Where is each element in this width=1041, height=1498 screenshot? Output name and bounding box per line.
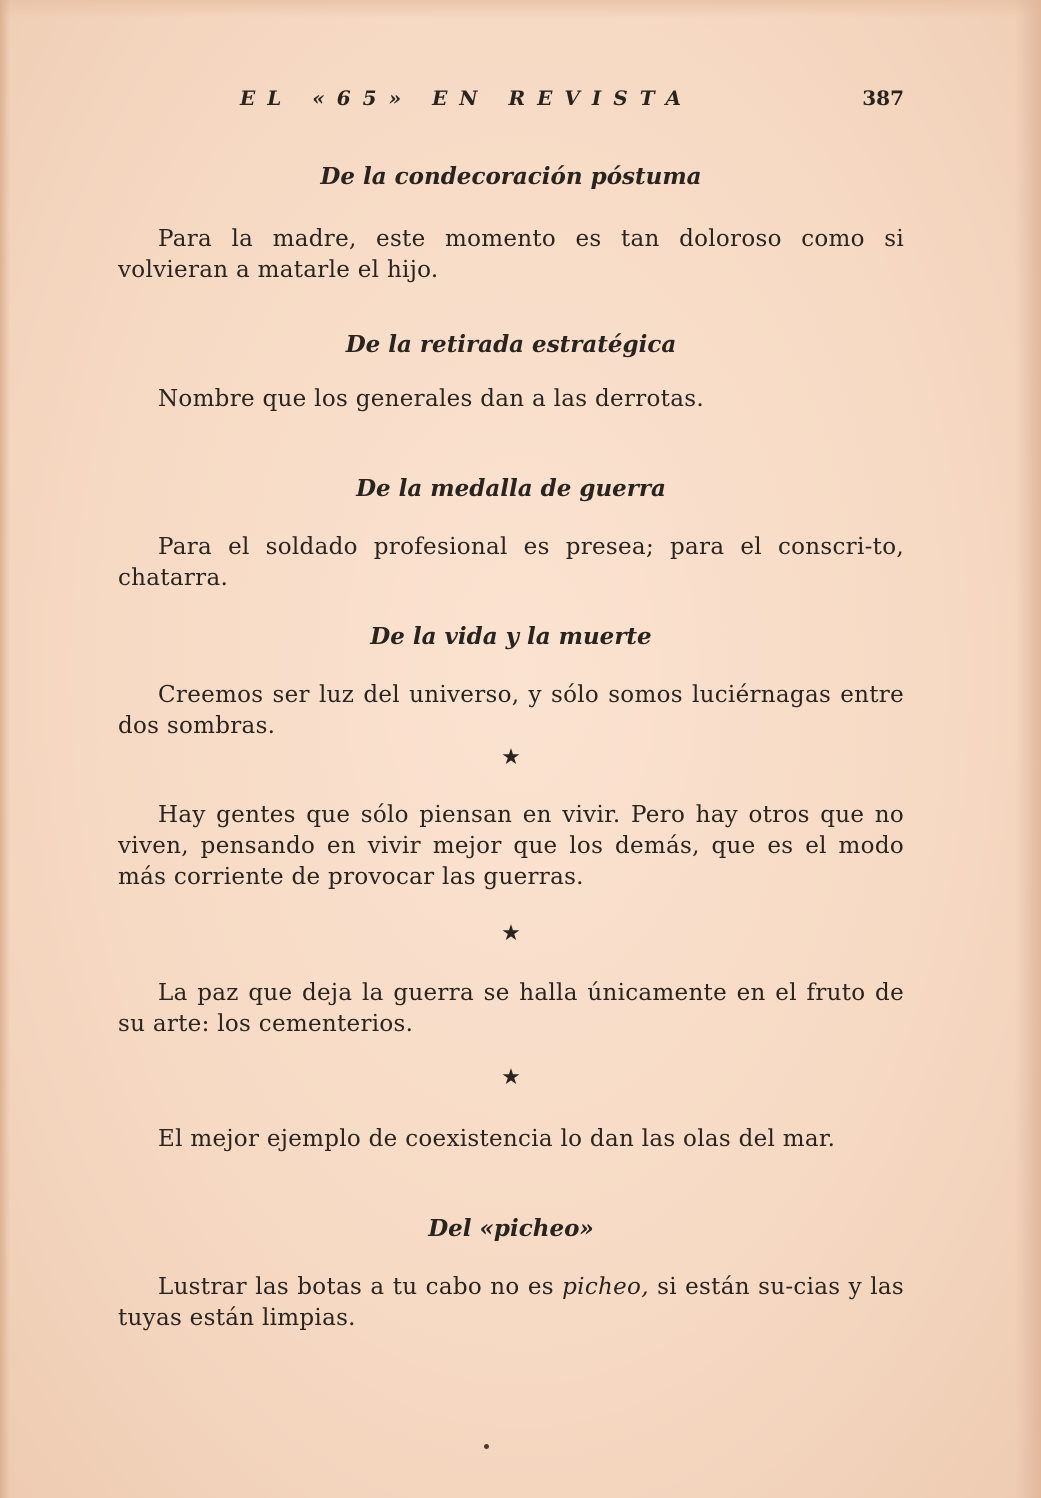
paragraph-text: si están su-cias y las tuyas están limpias. xyxy=(118,1274,904,1331)
star-divider: ★ xyxy=(501,921,521,946)
paragraph-text: Lustrar las botas a tu cabo no es xyxy=(158,1274,563,1300)
section-heading: De la condecoración póstuma xyxy=(320,163,702,190)
section-paragraph: Para el soldado profesional es presea; para el conscri-to, chatarra. xyxy=(118,534,904,591)
star-divider: ★ xyxy=(501,745,521,770)
aphorism-paragraph: Hay gentes que sólo piensan en vivir. Pero hay otros que no viven, pensando en vivir mejor que los demás, que es el modo más corriente de provocar las guerras. xyxy=(118,802,904,890)
section-paragraph xyxy=(118,1272,904,1334)
page-right-edge xyxy=(1015,0,1041,1498)
aphorism-paragraph: El mejor ejemplo de coexistencia lo dan las olas del mar. xyxy=(158,1126,836,1152)
page-top-edge xyxy=(0,0,1041,18)
running-head: EL «65» EN REVISTA xyxy=(240,86,694,110)
ink-speck xyxy=(484,1444,489,1449)
section-paragraph: Nombre que los generales dan a las derrotas. xyxy=(158,386,704,412)
aphorism-paragraph: La paz que deja la guerra se halla únicamente en el fruto de su arte: los cementerios. xyxy=(118,980,904,1037)
section-paragraph: Creemos ser luz del universo, y sólo somos luciérnagas entre dos sombras. xyxy=(118,682,904,739)
star-divider: ★ xyxy=(501,1065,521,1090)
page-left-edge xyxy=(0,0,10,1498)
italic-term: picheo, xyxy=(562,1274,649,1300)
page-number: 387 xyxy=(862,86,904,110)
section-heading: De la medalla de guerra xyxy=(356,475,666,502)
section-paragraph: Para la madre, este momento es tan doloroso como si volvieran a matarle el hijo. xyxy=(118,226,904,283)
section-heading: Del «picheo» xyxy=(428,1215,594,1242)
section-heading: De la retirada estratégica xyxy=(345,331,677,358)
section-heading: De la vida y la muerte xyxy=(370,623,652,650)
page-header xyxy=(118,86,904,120)
